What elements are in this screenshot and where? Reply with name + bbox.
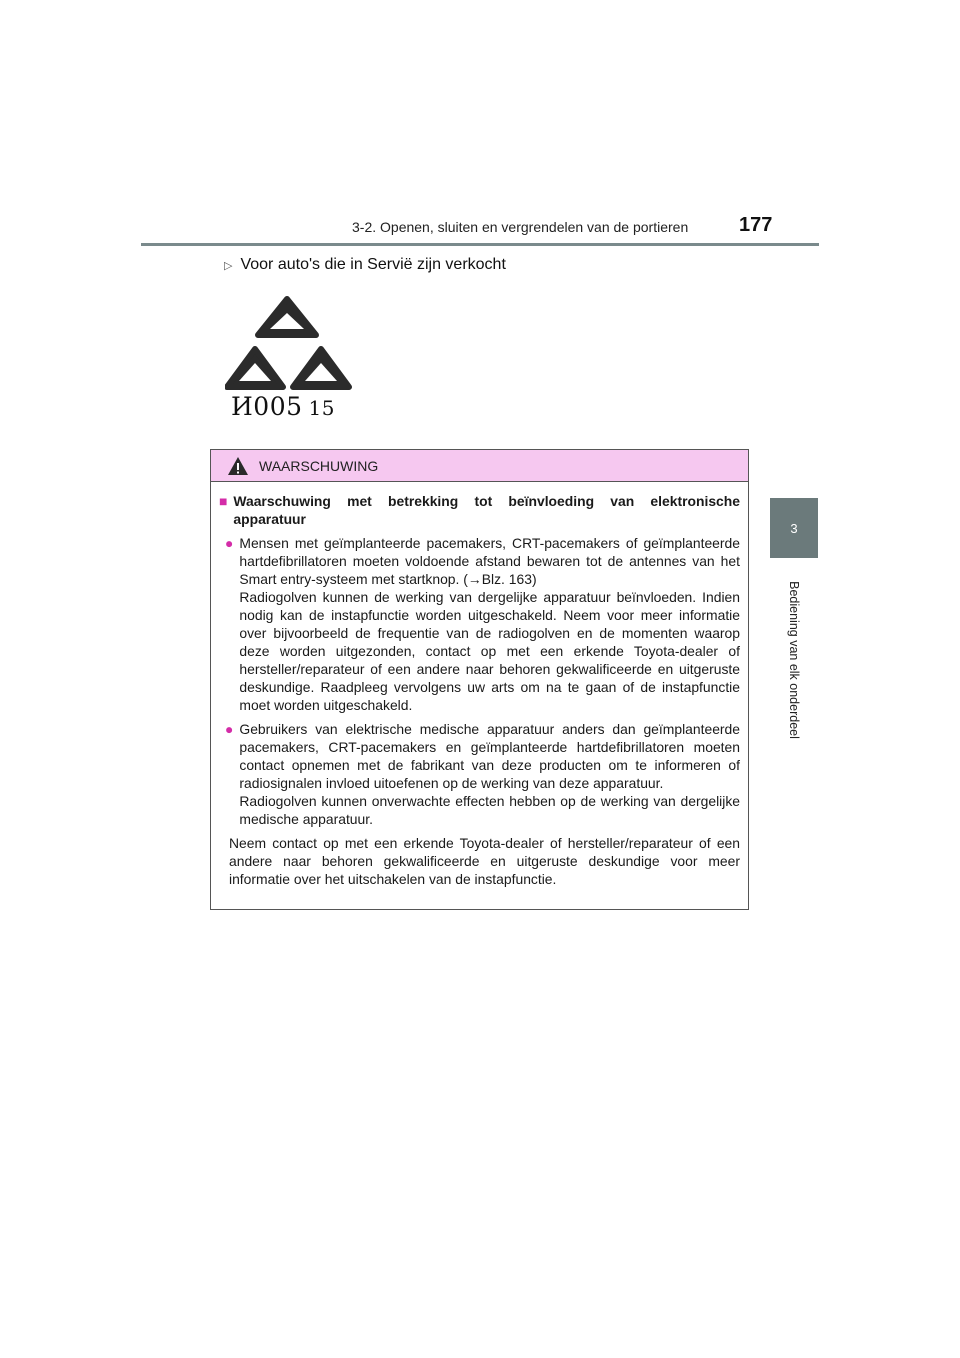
bullet-paragraph: Mensen met geïmplanteerde pacemakers, CRT-pacemakers of geïmplanteerde hartdefibrillatoren moeten voldoende afstand bewaren tot de antennes van het Smart entry-systeem met startknop. (→Blz. 163)	[239, 535, 740, 587]
square-bullet-icon: ■	[219, 493, 228, 509]
page-number: 177	[739, 214, 773, 236]
certification-code	[231, 392, 335, 421]
warning-body	[211, 482, 748, 888]
warning-bullet	[219, 534, 740, 714]
warning-box	[210, 449, 749, 910]
warning-bullet	[219, 720, 740, 828]
bullet-text	[239, 534, 740, 714]
circle-bullet-icon: ●	[225, 535, 234, 551]
warning-triangle-icon	[227, 456, 249, 476]
chapter-tab[interactable]: 3	[770, 498, 818, 558]
warning-heading: WAARSCHUWING	[259, 457, 379, 474]
bullet-paragraph: Radiogolven kunnen onverwachte effecten hebben op de werking van dergelijke medische apparatuur.	[239, 793, 740, 827]
bullet-text	[239, 720, 740, 828]
warning-title	[219, 492, 740, 528]
certification-code-main: И005	[231, 392, 303, 421]
warning-header	[211, 450, 748, 482]
intro-text: Voor auto's die in Servië zijn verkocht	[240, 256, 506, 273]
header-divider	[141, 243, 819, 246]
circle-bullet-icon: ●	[225, 721, 234, 737]
warning-closing: Neem contact op met een erkende Toyota-dealer of hersteller/reparateur of een andere naar behoren gekwalificeerde en uitgeruste deskundige voor meer informatie over het uitschakelen van de instapfunctie.	[229, 835, 740, 887]
bullet-paragraph: Radiogolven kunnen de werking van dergelijke apparatuur beïnvloeden. Indien nodig kan de instapfunctie worden uitgeschakeld. Neem voor meer informatie over bijvoorbeeld de frequentie van de radiogolven en de momenten waarop deze worden uitgezonden, contact op met een erkende Toyota-dealer of hersteller/reparateur of een andere naar behoren gekwalificeerde en uitgeruste deskundige. Raadpleeg vervolgens uw arts om na te gaan of de instapfunctie moet worden uitgeschakeld.	[239, 589, 740, 713]
running-header-section: 3-2. Openen, sluiten en vergrendelen van de portieren	[352, 219, 689, 235]
chapter-label-text: Bediening van elk onderdeel	[787, 581, 801, 739]
bullet-paragraph: Gebruikers van elektrische medische apparatuur anders dan geïmplanteerde pacemakers, CRT-pacemakers en geïmplanteerde hartdefibrillatoren moeten contact opnemen met de fabrikant van deze producten om te informeren of radiosignalen invloed uitoefenen op de werking van deze apparatuur.	[239, 721, 740, 791]
bullet-arrow-icon: ▷	[224, 259, 233, 272]
warning-title-text: Waarschuwing met betrekking tot beïnvloeding van elektronische apparatuur	[233, 493, 740, 527]
certification-code-suffix: 15	[308, 396, 335, 420]
intro-line	[224, 256, 506, 274]
